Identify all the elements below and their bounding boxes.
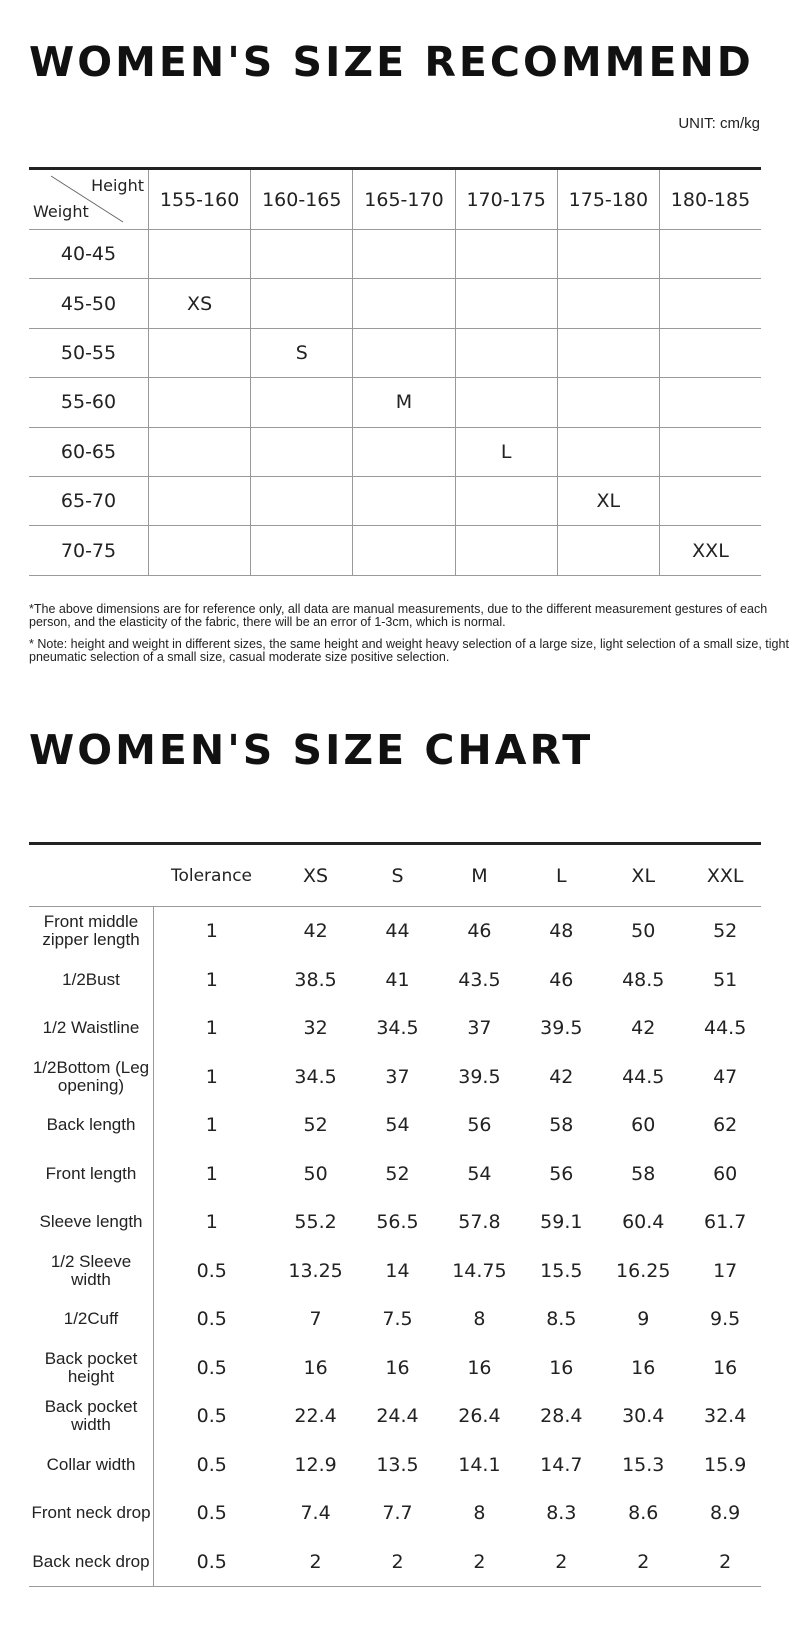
empty-cell [659, 279, 761, 328]
measurement-value: 46 [467, 920, 492, 943]
measurement-value: 16 [467, 1356, 492, 1379]
recommended-size-cell: M [353, 378, 455, 427]
measurement-value: 56.5 [376, 1211, 419, 1234]
empty-cell [353, 328, 455, 377]
weight-range-cell: 60-65 [29, 427, 149, 476]
measurement-value: 47 [713, 1065, 738, 1088]
height-range-header: 165-170 [353, 169, 455, 230]
measurement-value: 8 [473, 1502, 486, 1525]
recommend-row [29, 427, 761, 476]
measurement-value: 60 [713, 1162, 738, 1185]
empty-cell [659, 378, 761, 427]
empty-cell [149, 230, 251, 279]
recommended-size-cell: XS [149, 279, 251, 328]
height-range-header: 155-160 [149, 169, 251, 230]
measurement-value: 8.6 [628, 1502, 659, 1525]
empty-cell [455, 526, 557, 575]
measurement-note: *The above dimensions are for reference only, all data are manual measurements, due to the different measurement gestures of each person, and the elasticity of the fabric, there will be an error of 1-3cm, which is normal. [29, 602, 768, 629]
measurement-value: 24.4 [376, 1405, 419, 1428]
measurement-value: 15.5 [540, 1259, 583, 1282]
measurement-value: 54 [467, 1162, 492, 1185]
measurement-value: 52 [303, 1114, 328, 1137]
measurement-label: 1/2 Sleeve width [29, 1247, 154, 1296]
tolerance-value: 1 [205, 1114, 218, 1137]
empty-cell [455, 230, 557, 279]
measurement-value: 14.7 [540, 1453, 583, 1476]
measurement-value: 48 [549, 920, 574, 943]
measurement-value: 56 [467, 1114, 492, 1137]
chart-row [29, 1101, 761, 1150]
empty-cell [251, 427, 353, 476]
empty-cell [659, 328, 761, 377]
empty-cell [353, 427, 455, 476]
empty-cell [251, 279, 353, 328]
measurement-value: 16 [303, 1356, 328, 1379]
chart-row [29, 956, 761, 1005]
empty-cell [353, 279, 455, 328]
recommend-row [29, 230, 761, 279]
empty-cell [353, 526, 455, 575]
chart-row [29, 1489, 761, 1538]
recommend-row [29, 476, 761, 525]
empty-cell [455, 378, 557, 427]
measurement-value: 30.4 [622, 1405, 665, 1428]
selection-note: * Note: height and weight in different sizes, the same height and weight heavy selection of a large size, light selection of a small size, tight pneumatic selection of a small size, casual moderate size positive selection. [29, 637, 789, 664]
recommended-size-cell: XXL [659, 526, 761, 575]
size-header: M [433, 844, 525, 907]
empty-cell [251, 230, 353, 279]
measurement-value: 42 [631, 1017, 656, 1040]
tolerance-value: 0.5 [196, 1259, 227, 1282]
measurement-value: 54 [385, 1114, 410, 1137]
height-range-header: 160-165 [251, 169, 353, 230]
weight-range-cell: 40-45 [29, 230, 149, 279]
measurement-value: 46 [549, 968, 574, 991]
chart-row [29, 1247, 761, 1296]
empty-cell [353, 476, 455, 525]
tolerance-value: 1 [205, 1017, 218, 1040]
size-header: L [525, 844, 597, 907]
recommend-row [29, 526, 761, 575]
measurement-value: 48.5 [622, 968, 665, 991]
measurement-value: 13.25 [288, 1259, 343, 1282]
empty-cell [557, 378, 659, 427]
measurement-value: 58 [549, 1114, 574, 1137]
measurement-value: 61.7 [704, 1211, 747, 1234]
size-recommend-title: WOMEN'S SIZE RECOMMEND [29, 38, 754, 86]
measurement-value: 52 [713, 920, 738, 943]
measurement-value: 60.4 [622, 1211, 665, 1234]
chart-row [29, 907, 761, 956]
chart-row [29, 1053, 761, 1102]
measurement-value: 52 [385, 1162, 410, 1185]
measurement-value: 44 [385, 920, 410, 943]
empty-cell [149, 526, 251, 575]
chart-row [29, 1295, 761, 1344]
empty-cell [557, 230, 659, 279]
measurement-value: 44.5 [704, 1017, 747, 1040]
recommend-row [29, 279, 761, 328]
measurement-value: 50 [631, 920, 656, 943]
empty-cell [659, 476, 761, 525]
measurement-label: Front middle zipper length [29, 907, 154, 956]
weight-range-cell: 45-50 [29, 279, 149, 328]
tolerance-value: 1 [205, 968, 218, 991]
measurement-value: 51 [713, 968, 738, 991]
measurement-value: 26.4 [458, 1405, 501, 1428]
measurement-value: 2 [309, 1550, 322, 1573]
size-header: XXL [689, 844, 761, 907]
measurement-value: 14 [385, 1259, 410, 1282]
empty-cell [251, 476, 353, 525]
tolerance-value: 0.5 [196, 1453, 227, 1476]
size-header: XL [597, 844, 689, 907]
empty-cell [659, 230, 761, 279]
chart-body [29, 907, 761, 1587]
measurement-value: 2 [391, 1550, 404, 1573]
measurement-value: 28.4 [540, 1405, 583, 1428]
empty-cell [149, 476, 251, 525]
measurement-value: 7.4 [300, 1502, 331, 1525]
recommended-size-cell: L [455, 427, 557, 476]
chart-row [29, 1198, 761, 1247]
corner-height-label: Height [91, 176, 144, 195]
empty-cell [251, 378, 353, 427]
empty-cell [659, 427, 761, 476]
size-chart-table [29, 842, 761, 1587]
measurement-value: 2 [473, 1550, 486, 1573]
measurement-value: 42 [549, 1065, 574, 1088]
weight-range-cell: 65-70 [29, 476, 149, 525]
empty-cell [353, 230, 455, 279]
measurement-value: 60 [631, 1114, 656, 1137]
empty-cell [455, 279, 557, 328]
measurement-value: 39.5 [458, 1065, 501, 1088]
chart-row [29, 1538, 761, 1587]
measurement-value: 32.4 [704, 1405, 747, 1428]
empty-cell [251, 526, 353, 575]
chart-row [29, 1441, 761, 1490]
measurement-value: 13.5 [376, 1453, 419, 1476]
measurement-value: 16 [631, 1356, 656, 1379]
measurement-label: 1/2Bottom (Leg opening) [29, 1053, 154, 1102]
tolerance-value: 1 [205, 1065, 218, 1088]
measurement-value: 2 [555, 1550, 568, 1573]
empty-cell [149, 427, 251, 476]
tolerance-value: 1 [205, 920, 218, 943]
tolerance-value: 0.5 [196, 1550, 227, 1573]
measurement-value: 38.5 [294, 968, 337, 991]
measurement-value: 16 [713, 1356, 738, 1379]
measurement-value: 37 [467, 1017, 492, 1040]
measurement-label: 1/2Bust [29, 956, 154, 1005]
height-range-header: 170-175 [455, 169, 557, 230]
size-recommend-table [29, 167, 761, 576]
measurement-value: 56 [549, 1162, 574, 1185]
empty-cell [557, 279, 659, 328]
measurement-value: 8.3 [546, 1502, 577, 1525]
measurement-label: Collar width [29, 1441, 154, 1490]
recommended-size-cell: XL [557, 476, 659, 525]
recommend-header-row [29, 169, 761, 230]
measurement-value: 16.25 [616, 1259, 671, 1282]
tolerance-value: 0.5 [196, 1502, 227, 1525]
empty-cell [455, 476, 557, 525]
measurement-value: 14.1 [458, 1453, 501, 1476]
size-chart-title: WOMEN'S SIZE CHART [29, 726, 594, 774]
tolerance-header: Tolerance [154, 844, 270, 907]
measurement-label: 1/2Cuff [29, 1295, 154, 1344]
measurement-value: 43.5 [458, 968, 501, 991]
size-header: XS [270, 844, 362, 907]
measurement-value: 22.4 [294, 1405, 337, 1428]
tolerance-value: 0.5 [196, 1356, 227, 1379]
measurement-label: 1/2 Waistline [29, 1004, 154, 1053]
measurement-value: 12.9 [294, 1453, 337, 1476]
measurement-label: Front length [29, 1150, 154, 1199]
measurement-value: 7.5 [382, 1308, 413, 1331]
measurement-value: 44.5 [622, 1065, 665, 1088]
measurement-label: Back pocket width [29, 1392, 154, 1441]
measurement-value: 42 [303, 920, 328, 943]
unit-label: UNIT: cm/kg [678, 115, 760, 132]
measurement-value: 8.5 [546, 1308, 577, 1331]
recommend-row [29, 328, 761, 377]
chart-row [29, 1004, 761, 1053]
measurement-value: 14.75 [452, 1259, 507, 1282]
measurement-value: 58 [631, 1162, 656, 1185]
measurement-value: 15.9 [704, 1453, 747, 1476]
empty-cell [149, 378, 251, 427]
measurement-value: 17 [713, 1259, 738, 1282]
measurement-label: Back neck drop [29, 1538, 154, 1587]
measurement-value: 8 [473, 1308, 486, 1331]
height-range-header: 180-185 [659, 169, 761, 230]
measurement-value: 55.2 [294, 1211, 337, 1234]
weight-range-cell: 55-60 [29, 378, 149, 427]
tolerance-value: 0.5 [196, 1405, 227, 1428]
measurement-label: Front neck drop [29, 1489, 154, 1538]
measurement-label: Back pocket height [29, 1344, 154, 1393]
empty-cell [557, 328, 659, 377]
chart-row [29, 1344, 761, 1393]
empty-cell [557, 427, 659, 476]
chart-row [29, 1150, 761, 1199]
measurement-value: 34.5 [294, 1065, 337, 1088]
recommended-size-cell: S [251, 328, 353, 377]
measurement-value: 32 [303, 1017, 328, 1040]
measurement-value: 50 [303, 1162, 328, 1185]
measurement-value: 59.1 [540, 1211, 583, 1234]
height-range-header: 175-180 [557, 169, 659, 230]
tolerance-value: 1 [205, 1211, 218, 1234]
measurement-value: 7 [309, 1308, 322, 1331]
recommend-corner-cell [29, 169, 149, 230]
corner-weight-label: Weight [33, 202, 89, 221]
tolerance-value: 1 [205, 1162, 218, 1185]
measurement-value: 16 [385, 1356, 410, 1379]
measurement-value: 34.5 [376, 1017, 419, 1040]
measurement-value: 9 [637, 1308, 650, 1331]
recommend-row [29, 378, 761, 427]
chart-header-row [29, 844, 761, 907]
measurement-value: 57.8 [458, 1211, 501, 1234]
measurement-header [29, 844, 154, 907]
empty-cell [455, 328, 557, 377]
measurement-value: 41 [385, 968, 410, 991]
empty-cell [557, 526, 659, 575]
recommend-body [29, 230, 761, 576]
measurement-label: Sleeve length [29, 1198, 154, 1247]
weight-range-cell: 70-75 [29, 526, 149, 575]
empty-cell [149, 328, 251, 377]
measurement-value: 39.5 [540, 1017, 583, 1040]
weight-range-cell: 50-55 [29, 328, 149, 377]
size-header: S [362, 844, 434, 907]
measurement-value: 15.3 [622, 1453, 665, 1476]
measurement-value: 8.9 [710, 1502, 741, 1525]
measurement-label: Back length [29, 1101, 154, 1150]
measurement-value: 7.7 [382, 1502, 413, 1525]
measurement-value: 2 [637, 1550, 650, 1573]
measurement-value: 16 [549, 1356, 574, 1379]
measurement-value: 2 [719, 1550, 732, 1573]
tolerance-value: 0.5 [196, 1308, 227, 1331]
measurement-value: 37 [385, 1065, 410, 1088]
measurement-value: 9.5 [710, 1308, 741, 1331]
chart-row [29, 1392, 761, 1441]
measurement-value: 62 [713, 1114, 738, 1137]
